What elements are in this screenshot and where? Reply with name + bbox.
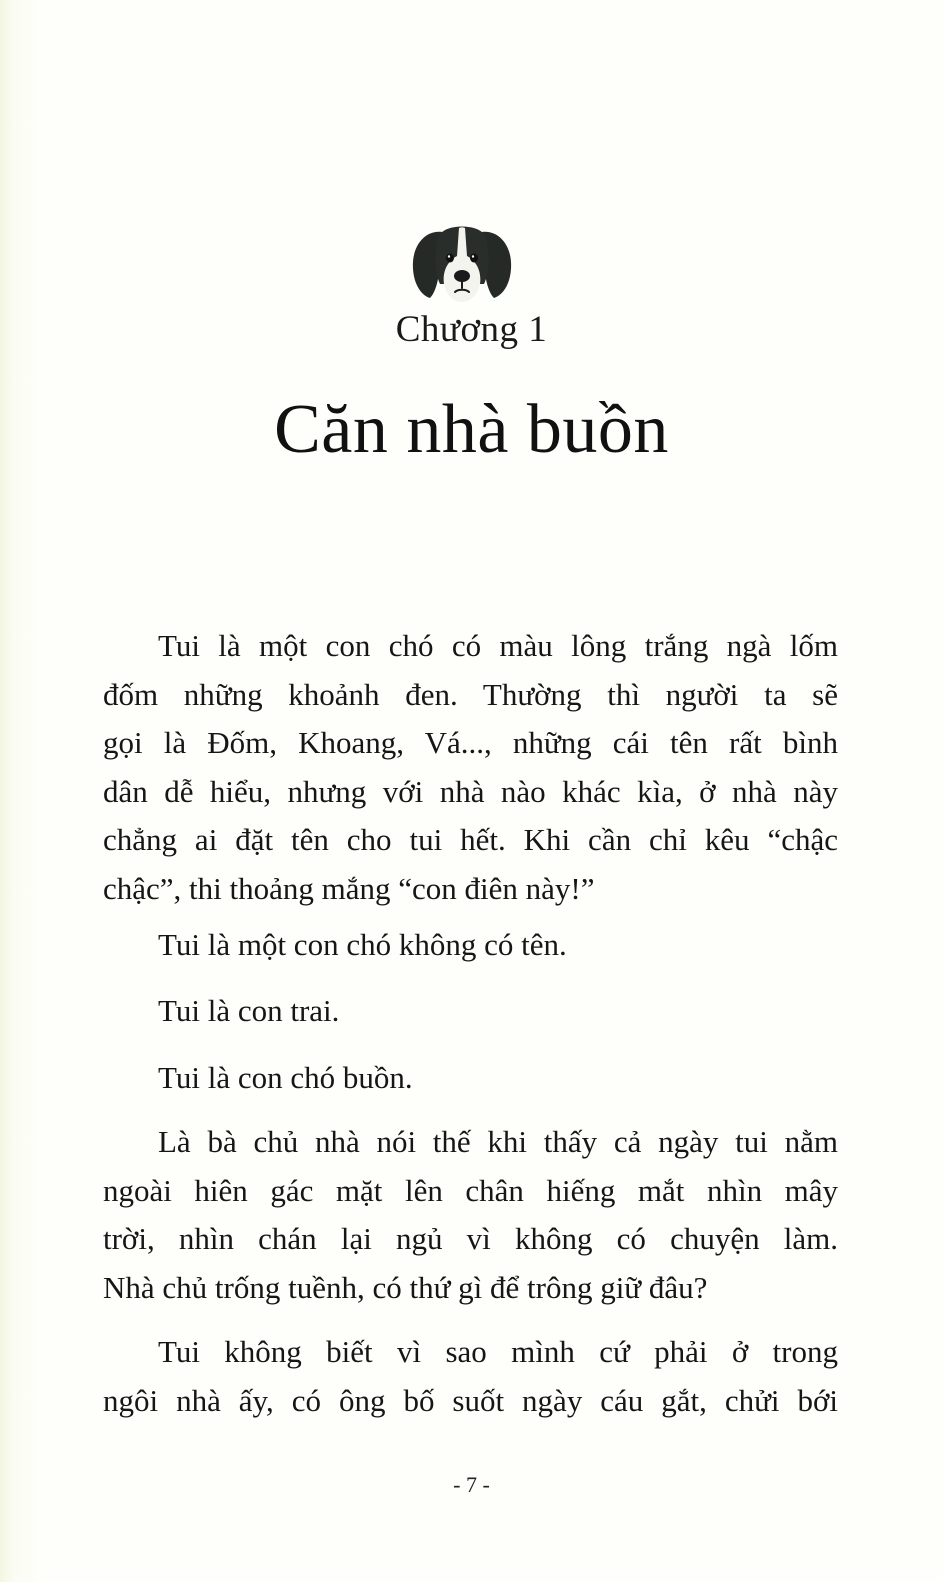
text-line: Tui là một con chó có màu lông trắng ngà lốm bbox=[158, 628, 838, 663]
paragraph-5 bbox=[103, 1118, 838, 1312]
paragraph-4: Tui là con chó buồn. bbox=[158, 1060, 413, 1095]
paragraph-1 bbox=[103, 622, 838, 913]
text-line: trời, nhìn chán lại ngủ vì không có chuyện làm. bbox=[103, 1221, 838, 1256]
page-number: - 7 - bbox=[453, 1472, 490, 1497]
chapter-title: Căn nhà buồn bbox=[274, 391, 669, 468]
text-line: Nhà chủ trống tuềnh, có thứ gì để trông giữ đâu? bbox=[103, 1269, 708, 1305]
text-line: Là bà chủ nhà nói thế khi thấy cả ngày tui nằm bbox=[158, 1124, 838, 1159]
paragraph-2: Tui là một con chó không có tên. bbox=[158, 927, 567, 962]
text-line: dân dễ hiểu, nhưng với nhà nào khác kìa, ở nhà này bbox=[103, 773, 838, 809]
dog-head-icon bbox=[412, 222, 512, 304]
text-line: Tui không biết vì sao mình cứ phải ở trong bbox=[158, 1334, 838, 1369]
paragraph-3: Tui là con trai. bbox=[158, 993, 340, 1028]
text-line: ngoài hiên gác mặt lên chân hiếng mắt nhìn mây bbox=[103, 1172, 838, 1208]
text-line: chẳng ai đặt tên cho tui hết. Khi cần chỉ kêu “chậc bbox=[103, 822, 838, 857]
text-line: gọi là Đốm, Khoang, Vá..., những cái tên rất bình bbox=[103, 725, 838, 760]
text-line: ngôi nhà ấy, có ông bố suốt ngày cáu gắt, chửi bới bbox=[103, 1382, 838, 1418]
paragraph-6 bbox=[103, 1328, 838, 1425]
chapter-label: Chương 1 bbox=[395, 309, 548, 350]
text-line: đốm những khoảnh đen. Thường thì người ta sẽ bbox=[103, 676, 838, 712]
text-line: chậc”, thi thoảng mắng “con điên này!” bbox=[103, 870, 595, 906]
